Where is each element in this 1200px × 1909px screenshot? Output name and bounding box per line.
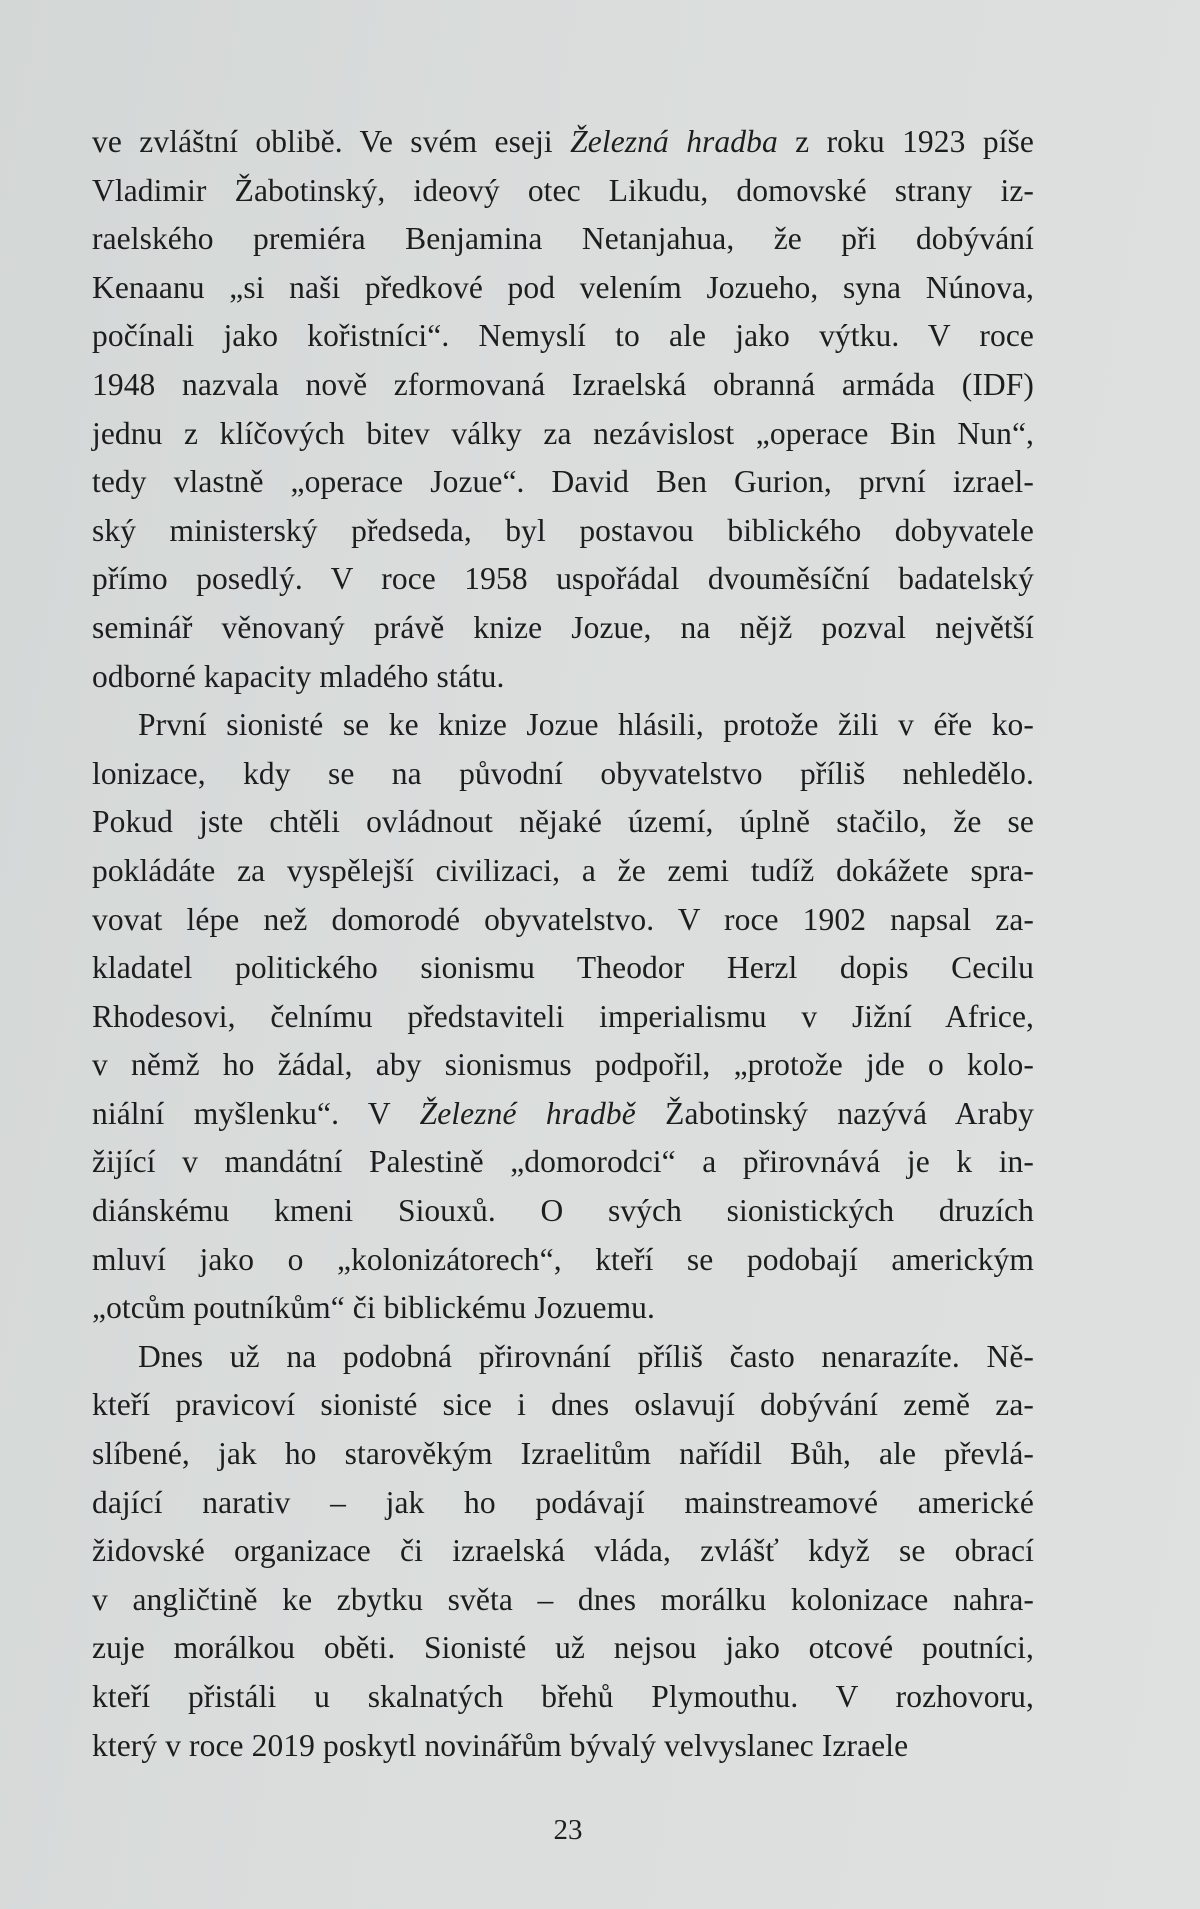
text-line [92, 1479, 1034, 1528]
text-segment: 1948 nazvala nově zformovaná Izraelská obranná armáda (IDF) [92, 366, 1034, 402]
text-line [92, 750, 1034, 799]
text-line [92, 410, 1034, 459]
text-line [92, 1284, 1034, 1333]
text-segment: První sionisté se ke knize Jozue hlásili, protože žili v éře ko- [138, 707, 1034, 743]
italic-title: Železné hradbě [419, 1095, 636, 1131]
paragraph [92, 701, 1034, 1333]
text-segment: přímo posedlý. V roce 1958 uspořádal dvouměsíční badatelský [92, 561, 1034, 597]
text-line [92, 361, 1034, 410]
text-line [92, 896, 1034, 945]
italic-title: Železná hradba [570, 124, 778, 159]
text-line [92, 118, 1034, 167]
text-line [92, 312, 1034, 361]
text-line [92, 798, 1034, 847]
text-line [92, 1722, 1034, 1771]
text-line [92, 264, 1034, 313]
text-segment: Rhodesovi, čelnímu představiteli imperialismu v Jižní Africe, [92, 998, 1034, 1034]
text-segment: zuje morálkou oběti. Sionisté už nejsou jako otcové poutníci, [92, 1630, 1034, 1666]
text-line [92, 1236, 1034, 1285]
text-segment: Vladimir Žabotinský, ideový otec Likudu, domovské strany iz- [92, 172, 1034, 208]
text-segment: jednu z klíčových bitev války za nezávislost „operace Bin Nun“, [92, 415, 1034, 451]
text-line [92, 1381, 1034, 1430]
text-line [92, 944, 1034, 993]
text-segment: dající narativ – jak ho podávají mainstreamové americké [92, 1484, 1034, 1520]
text-line [92, 1041, 1034, 1090]
text-segment: raelského premiéra Benjamina Netanjahua, že při dobývání [92, 221, 1034, 257]
text-segment: kteří pravicoví sionisté sice i dnes oslavují dobývání země za- [92, 1387, 1034, 1423]
text-line [92, 1624, 1034, 1673]
text-segment: vovat lépe než domorodé obyvatelstvo. V roce 1902 napsal za- [92, 901, 1034, 937]
text-line [92, 1430, 1034, 1479]
text-segment: pokládáte za vyspělejší civilizaci, a že zemi tudíž dokážete spra- [92, 852, 1034, 888]
text-segment: v němž ho žádal, aby sionismus podpořil, „protože jde o kolo- [92, 1047, 1034, 1083]
text-segment: seminář věnovaný právě knize Jozue, na nějž pozval největší [92, 609, 1034, 645]
text-segment: niální myšlenku“. V [92, 1095, 420, 1131]
text-segment: tedy vlastně „operace Jozue“. David Ben Gurion, první izrael- [92, 464, 1034, 500]
text-segment: diánskému kmeni Siouxů. O svých sionistických druzích [92, 1193, 1034, 1229]
text-segment: odborné kapacity mladého státu. [92, 658, 505, 694]
text-segment: kladatel politického sionismu Theodor Herzl dopis Cecilu [92, 950, 1034, 986]
body-text [92, 118, 1034, 1770]
page-number: 23 [553, 1814, 583, 1846]
text-segment: počínali jako kořistníci“. Nemyslí to ale jako výtku. V roce [92, 318, 1034, 354]
text-line [92, 701, 1034, 750]
text-segment: Kenaanu „si naši předkové pod velením Jozueho, syna Núnova, [92, 269, 1034, 305]
text-segment: mluví jako o „kolonizátorech“, kteří se podobají americkým [92, 1241, 1034, 1277]
text-line [92, 1673, 1034, 1722]
text-segment: žijící v mandátní Palestině „domorodci“ a přirovnává je k in- [92, 1144, 1034, 1180]
text-line [92, 1138, 1034, 1187]
text-line [92, 653, 1034, 702]
text-segment: který v roce 2019 poskytl novinářům bývalý velvyslanec Izraele [92, 1727, 909, 1763]
text-segment: „otcům poutníkům“ či biblickému Jozuemu. [92, 1290, 656, 1326]
text-segment: lonizace, kdy se na původní obyvatelstvo příliš nehledělo. [92, 755, 1034, 791]
text-line [92, 555, 1034, 604]
text-segment: Žabotinský nazývá Araby [635, 1095, 1034, 1131]
text-segment: ve zvláštní oblibě. Ve svém eseji [92, 124, 571, 159]
text-line [92, 604, 1034, 653]
text-line [92, 1576, 1034, 1625]
text-segment: kteří přistáli u skalnatých břehů Plymouthu. V rozhovoru, [92, 1679, 1034, 1714]
text-line [92, 847, 1034, 896]
text-line [92, 993, 1034, 1042]
text-line [92, 1333, 1034, 1382]
text-line [92, 1090, 1034, 1139]
text-segment: z roku 1923 píše [777, 124, 1034, 159]
text-line [92, 1527, 1034, 1576]
text-segment: slíbené, jak ho starověkým Izraelitům nařídil Bůh, ale převlá- [92, 1436, 1034, 1472]
text-line [92, 215, 1034, 264]
text-line [92, 458, 1034, 507]
paragraph [92, 1333, 1034, 1770]
text-line [92, 507, 1034, 556]
text-line [92, 167, 1034, 216]
paragraph [92, 118, 1034, 701]
text-segment: židovské organizace či izraelská vláda, zvlášť když se obrací [92, 1533, 1034, 1569]
text-segment: Dnes už na podobná přirovnání příliš často nenarazíte. Ně- [138, 1338, 1034, 1374]
text-segment: v angličtině ke zbytku světa – dnes morálku kolonizace nahra- [92, 1581, 1034, 1617]
text-line [92, 1187, 1034, 1236]
text-segment: ský ministerský předseda, byl postavou biblického dobyvatele [92, 512, 1034, 548]
text-segment: Pokud jste chtěli ovládnout nějaké území, úplně stačilo, že se [92, 804, 1034, 840]
